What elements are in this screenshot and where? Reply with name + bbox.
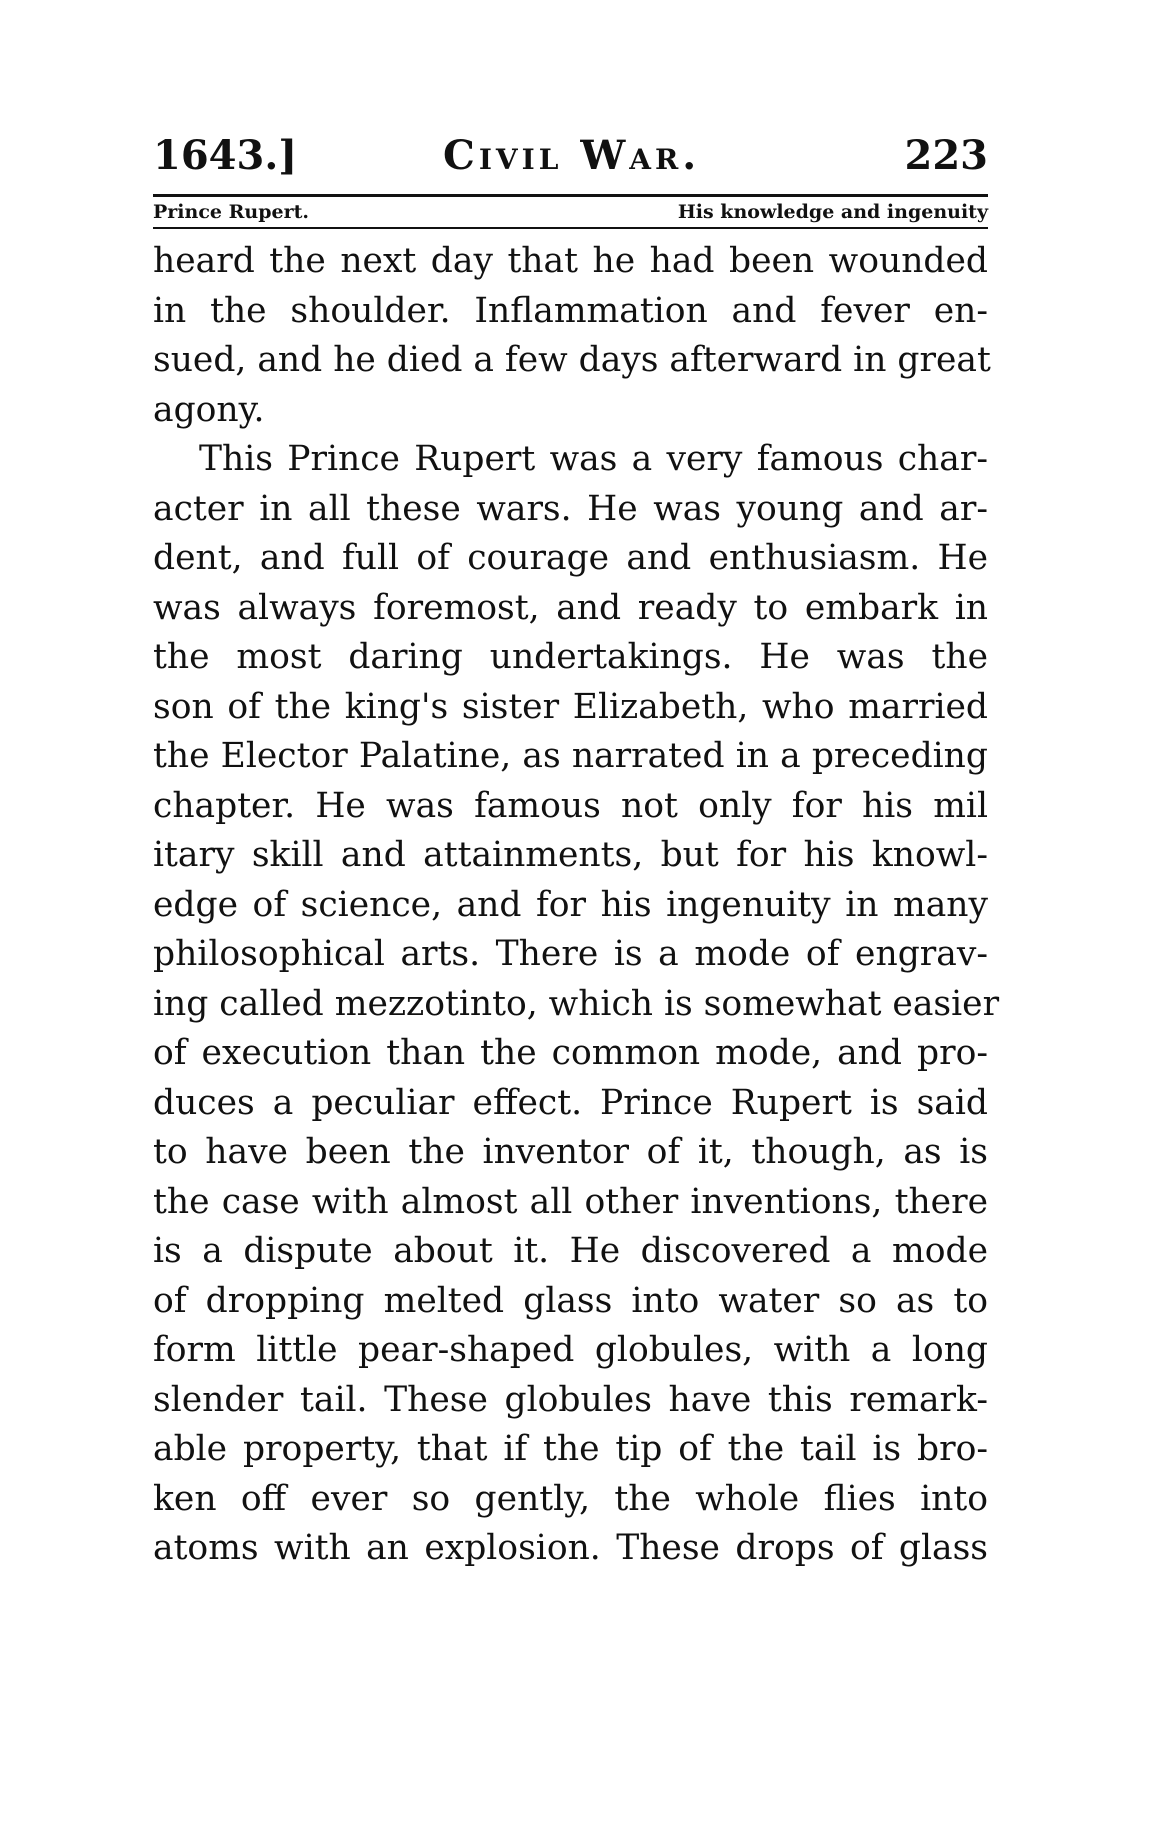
text-line: the case with almost all other inventions, there [153, 1181, 988, 1222]
text-line: philosophical arts. There is a mode of engrav- [153, 934, 988, 974]
header-title: Civil War. [443, 132, 701, 179]
text-line: sued, and he died a few days afterward in great [153, 340, 991, 380]
text-line: chapter. He was famous not only for his mil [153, 785, 988, 826]
subheader-left: Prince Rupert. [153, 201, 309, 223]
text-line: son of the king's sister Elizabeth, who married [153, 686, 988, 727]
text-line: in the shoulder. Inflammation and fever en- [153, 290, 988, 331]
text-line: itary skill and attainments, but for his knowl- [153, 835, 988, 875]
text-line: dent, and full of courage and enthusiasm. He [153, 538, 988, 578]
text-line: of execution than the common mode, and pro- [153, 1033, 988, 1073]
text-line: atoms with an explosion. These drops of glass [153, 1528, 988, 1568]
text-line: heard the next day that he had been wounded [153, 241, 988, 281]
text-line: the Elector Palatine, as narrated in a preceding [153, 736, 988, 776]
text-line: form little pear-shaped globules, with a long [153, 1330, 988, 1370]
subheader-rule [153, 227, 988, 229]
book-page [153, 128, 1000, 1574]
text-line: edge of science, and for his ingenuity in many [153, 884, 988, 925]
text-line: ing called mezzotinto, which is somewhat easier [153, 983, 1000, 1024]
text-line: is a dispute about it. He discovered a mode [153, 1231, 988, 1271]
text-line: acter in all these wars. He was young and ar- [153, 488, 988, 529]
text-line: slender tail. These globules have this remark- [153, 1379, 988, 1420]
running-head [153, 128, 988, 190]
page-number: 223 [904, 132, 988, 179]
subheader-right: His knowledge and ingenuity [677, 201, 988, 223]
subheader [153, 197, 988, 227]
text-line: duces a peculiar effect. Prince Rupert is said [153, 1082, 988, 1123]
text-line: ken off ever so gently, the whole flies into [153, 1478, 988, 1519]
body-text [153, 237, 1000, 1574]
header-year: 1643.] [153, 132, 298, 179]
text-line: able property, that if the tip of the tail is bro- [153, 1429, 988, 1469]
text-line: the most daring undertakings. He was the [153, 637, 988, 677]
text-line: of dropping melted glass into water so as to [153, 1280, 988, 1321]
text-line: to have been the inventor of it, though, as is [153, 1132, 988, 1172]
text-line: was always foremost, and ready to embark in [153, 587, 988, 628]
text-line: This Prince Rupert was a very famous char- [199, 439, 988, 479]
text-line: agony. [153, 389, 265, 430]
